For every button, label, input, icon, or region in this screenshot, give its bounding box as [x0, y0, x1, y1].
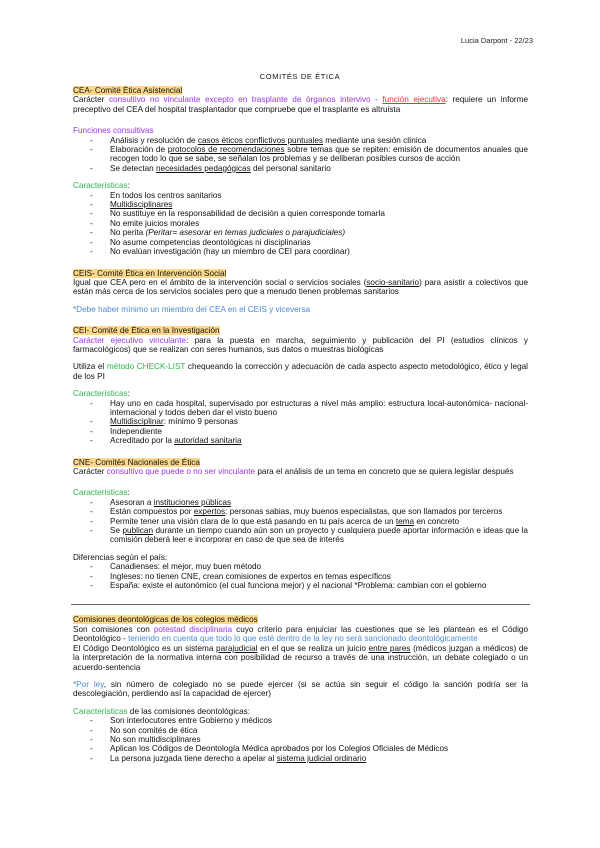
cd-p1-b: potestad disciplinaria — [153, 624, 233, 634]
cne-intro-c: para el análisis de un tema en concreto que se quiera legislar después — [255, 467, 514, 476]
list-item — [73, 228, 528, 237]
cea-func-text: sobre temas que se repiten: emisión de documentos anuales que recogen todo lo que se sabe, se señalan los problemas y se deliberan posibles cursos de acción — [110, 145, 529, 164]
cea-func-text: Se detectan — [110, 163, 156, 173]
cne-diff-text: España: existe el autonómico (el cual funciona mejor) y el nacional *Problema: cambian con el gobierno — [110, 581, 487, 591]
horizontal-divider — [71, 604, 530, 605]
list-item — [73, 517, 528, 526]
list-item — [73, 581, 528, 590]
cea-car-text: No sustituye en la responsabilidad de decisión a quien corresponde tomarla — [110, 209, 385, 219]
cea-func-text: del personal sanitario — [250, 163, 331, 173]
cne-diff-text: Ingleses: no tienen CNE, crean comisiones de expertos en temas específicos — [110, 571, 391, 581]
cne-car-underlined: tema — [395, 516, 415, 526]
cne-car-underlined: expertos — [193, 507, 226, 517]
list-item — [73, 399, 528, 418]
cne-car-underlined: instituciones públicas — [153, 497, 232, 507]
list-item — [73, 191, 528, 200]
cea-intro-a: Carácter — [73, 95, 109, 105]
cne-differences-list — [73, 562, 528, 590]
list-item — [73, 238, 528, 247]
cne-diff-text: Canadienses: el mejor, muy buen método — [110, 562, 262, 572]
cea-intro-b: consultivo no vinculante excepto en trasplante de órganos intervivo - — [108, 95, 383, 105]
list-item — [73, 744, 528, 753]
cea-car-text: No asume competencias deontológicas ni disciplinarias — [110, 237, 311, 247]
section-cea: CEA- Comité Ética Asistencial Carácter consultivo no vinculante excepto en trasplante de órganos intervivo - función ejecutiva: requiere un informe preceptivo del CEA del hospital trasplantador que compruebe que el trasplante es altruista Funciones consultivas - Análisis y resolución de casos éticos conflictivos puntuales mediante una sesión clínica - Elaboración de protocolos de recomendaciones sobre temas que se repiten: emisión de documentos anuales que recogen todo lo que se sabe, se señalan los problemas y se deliberan posibles cursos de acción - Se detectan necesidades pedagógicas del personal sanitario Características: - En todos los centros sanitarios - Multidisciplinares - No sustituye en la responsabilidad de decisión a quien corresponde tomarla - No emite juicios morales - No perita (Peritar= asesorar en temas judiciales o parajudiciales) - No asume competencias deontológicas ni disciplinarias - No evalúan investigación (hay un miembro de CEI para coordinar) — [73, 86, 528, 257]
cd-car-a: Características — [73, 706, 128, 716]
cea-func-text: mediante una sesión clínica — [323, 135, 427, 145]
ceis-text-a: Igual que CEA pero en el ámbito de la intervención social o servicios sociales ( — [73, 277, 367, 287]
cea-characteristics-list — [73, 191, 528, 257]
cd-p2-e: (médicos juzgan a médicos) de la interpretación de la normativa interna con posibilidad de recurso a través de una instrucción, un debate colegiado o un acuerdo-sentencia — [73, 643, 528, 672]
cea-car-text: Multidisciplinares — [110, 200, 173, 210]
cei-intro — [73, 336, 528, 355]
cd-p2 — [73, 644, 528, 672]
section-cne: CNE- Comités Nacionales de Ética Carácter consultivo que puede o no ser vinculante para el análisis de un tema en concreto que se quiera legislar después Características: - Asesoran a instituciones públicas - Están compuestos por expertos: personas sabias, muy buenos especialistas, que son llamados por terceros - Permite tener una visión clara de lo que está pasando en tu país acerca de un tema en concreto - Se publican durante un tiempo cuando aún son un proyecto y cualquiera puede aportar información e ideas que la comisión deberá leer e incorporar en caso de que sea de interés Diferencias según el país: - Canadienses: el mejor, muy buen método - Ingleses: no tienen CNE, crean comisiones de expertos en temas específicos - España: existe el autonómico (el cual funciona mejor) y el nacional *Problema: cambian con el gobierno — [73, 458, 528, 591]
list-item — [73, 436, 528, 445]
cea-func-underlined: protocolos de recomendaciones — [167, 145, 285, 155]
cei-method-b: método CHECK-LIST — [106, 362, 186, 372]
cd-p1 — [73, 625, 528, 644]
cei-intro-a: Carácter ejecutivo vinculante — [73, 335, 187, 345]
cne-characteristics-title: Características — [73, 488, 128, 498]
list-item — [73, 427, 528, 436]
cd-car-b: de las comisiones deontológicas: — [127, 706, 251, 716]
list-item — [73, 562, 528, 571]
section-ceis — [73, 269, 528, 315]
list-item — [73, 526, 528, 545]
list-item — [73, 417, 528, 426]
list-item — [73, 136, 528, 145]
cd-car-text: No son comités de ética — [110, 725, 198, 735]
cea-func-text: Análisis y resolución de — [110, 135, 198, 145]
cd-p3 — [73, 680, 528, 699]
cd-p2-a: El Código Deontológico es un sistema — [73, 643, 217, 653]
cne-differences-title: Diferencias según el país: — [73, 552, 168, 562]
cne-car-text: : personas sabias, muy buenos especialistas, que son llamados por terceros — [225, 507, 503, 517]
list-item — [73, 716, 528, 725]
cei-car-text: Hay uno en cada hospital, supervisado por estructuras a nivel más amplio: estructura local-autonómica- nacional- internacional y todos deben dar el visto bueno — [110, 398, 528, 417]
list-item — [73, 145, 528, 164]
cei-car-text: Independiente — [110, 426, 162, 436]
list-item — [73, 219, 528, 228]
cd-p2-d: entre pares — [368, 643, 411, 653]
cd-car-text: Aplican los Códigos de Deontología Médica aprobados por los Colegios Oficiales de Médicos — [110, 744, 449, 754]
cne-car-text: Están compuestos por — [110, 507, 194, 517]
list-item — [73, 726, 528, 735]
cd-car-text: La persona juzgada tiene derecho a apelar al — [110, 753, 277, 763]
list-item — [73, 498, 528, 507]
list-item — [73, 735, 528, 744]
cd-p1-a: Son comisiones con — [73, 624, 154, 634]
cea-func-underlined: necesidades pedagógicas — [155, 163, 251, 173]
cea-car-text: No perita — [110, 228, 146, 238]
heading-cne: CNE- Comités Nacionales de Ética — [73, 457, 200, 467]
heading-ceis: CEIS- Comité Ética en Intervención Social — [73, 268, 227, 278]
cea-characteristics-title: Características — [73, 181, 128, 191]
cea-functions-title: Funciones consultivas — [73, 126, 154, 136]
cei-characteristics-title: Características — [73, 389, 128, 399]
cne-car-text: durante un tiempo cuando aún son un proyecto y cualquiera puede aportar información e ideas que la comisión deberá leer e incorporar en caso de que sea de interés — [110, 526, 528, 545]
cd-characteristics-title — [73, 707, 528, 716]
cne-car-underlined: publican — [122, 526, 153, 536]
section-comisiones — [73, 615, 528, 763]
cd-p2-c: en el que se realiza un juicio — [257, 643, 369, 653]
document-body — [73, 86, 528, 763]
author-line: Lucia Darpont - 22/23 — [460, 36, 533, 45]
cd-characteristics-list — [73, 716, 528, 763]
cd-car-text: Son interlocutores entre Gobierno y médicos — [110, 716, 273, 726]
ceis-note: *Debe haber mínimo un miembro del CEA en el CEIS y viceversa — [73, 304, 311, 314]
cei-method — [73, 362, 528, 381]
cei-intro-b: : para la puesta en marcha, seguimiento y publicación del PI (estudios clínicos y farmacológicos) que se realizan con seres humanos, sus datos o muestras biológicas — [73, 335, 528, 354]
list-item — [73, 572, 528, 581]
cei-car-underlined: autoridad sanitaria — [174, 436, 242, 446]
cea-func-underlined: casos éticos conflictivos puntuales — [197, 135, 323, 145]
cea-intro-c: función ejecutiva — [382, 95, 446, 105]
cd-p2-b: parajudicial — [216, 643, 258, 653]
cei-car-text: Acreditado por la — [110, 436, 175, 446]
page-title: COMITÉS DE ÉTICA — [259, 72, 341, 81]
cne-intro-a: Carácter — [73, 467, 107, 476]
cne-car-text: Asesoran a — [110, 497, 154, 507]
cd-p3-b: , sin número de colegiado no se puede ejercer (si se actúa sin seguir el código la sanción podría ser la descolegiación, perdiendo así la capacidad de ejercer) — [73, 679, 528, 699]
cei-car-underlined: Multidisciplinar — [110, 417, 164, 427]
cd-p3-a: *Por ley — [73, 679, 104, 689]
cne-intro-b: consultivo que puede o no ser vinculante — [106, 467, 256, 476]
cea-perita-note: (Peritar= asesorar en temas judiciales o parajudiciales) — [145, 228, 346, 238]
cea-car-text: No evalúan investigación (hay un miembro de CEI para coordinar) — [110, 247, 350, 257]
cne-car-text: Se — [110, 526, 123, 536]
list-item — [73, 754, 528, 763]
cei-method-a: Utiliza el — [73, 362, 107, 372]
cea-car-text: No emite juicios morales — [110, 218, 200, 228]
heading-cea: CEA- Comité Ética Asistencial — [73, 86, 183, 95]
ceis-text-c: ) para asistir a colectivos que están más cerca de los servicios sociales pero que a menudo tienen problemas sanitarios — [73, 277, 529, 297]
cne-intro — [73, 467, 528, 476]
list-item — [73, 247, 528, 256]
heading-cei: CEI- Comité de Ética en la Investigación — [73, 326, 220, 336]
cd-p1-c: cuyo criterio para enjuiciar las cuestiones que se les plantean es el Código Deontológico - — [73, 624, 529, 644]
cd-car-underlined: sistema judicial ordinario — [276, 753, 367, 763]
ceis-text — [73, 278, 528, 297]
list-item — [73, 507, 528, 516]
cne-characteristics-list — [73, 498, 528, 545]
ceis-text-b: socio-sanitario — [366, 277, 420, 287]
cea-car-text: En todos los centros sanitarios — [110, 190, 222, 200]
cea-intro — [73, 95, 528, 114]
cei-method-c: chequeando la corrección y adecuación de cada aspecto aspecto metodológico, ético y legal de los PI — [73, 362, 528, 381]
list-item — [73, 200, 528, 209]
cei-car-text: : mínimo 9 personas — [163, 417, 238, 427]
cne-car-text: Permite tener una visión clara de lo que está pasando en tu país acerca de un — [110, 516, 396, 526]
heading-comisiones: Comisiones deontológicas de los colegios médicos — [73, 615, 258, 625]
cei-characteristics-list — [73, 399, 528, 446]
cea-func-text: Elaboración de — [110, 145, 168, 155]
cne-car-text: en concreto — [414, 516, 460, 526]
section-cei: CEI- Comité de Ética en la Investigación Carácter ejecutivo vinculante: para la puesta en marcha, seguimiento y publicación del PI (estudios clínicos y farmacológicos) que se realizan con seres humanos, sus datos o muestras biológicas Utiliza el método CHECK-LIST chequeando la corrección y adecuación de cada aspecto aspecto metodológico, ético y legal de los PI Características: - Hay uno en cada hospital, supervisado por estructuras a nivel más amplio: estructura local-autonómica- nacional- internacional y todos deben dar el visto bueno - Multidisciplinar: mínimo 9 personas - Independiente - Acreditado por la autoridad sanitaria — [73, 326, 528, 445]
cd-car-text: No son multidisciplinares — [110, 734, 201, 744]
list-item — [73, 164, 528, 173]
cea-intro-d: : requiere un informe preceptivo del CEA del hospital trasplantador que compruebe que el trasplante es altruista — [73, 95, 529, 114]
cea-functions-list — [73, 136, 528, 174]
list-item — [73, 209, 528, 218]
cd-p1-d: teniendo en cuenta que todo lo que esté dentro de la ley no será sancionado deontológicamente — [128, 634, 478, 644]
